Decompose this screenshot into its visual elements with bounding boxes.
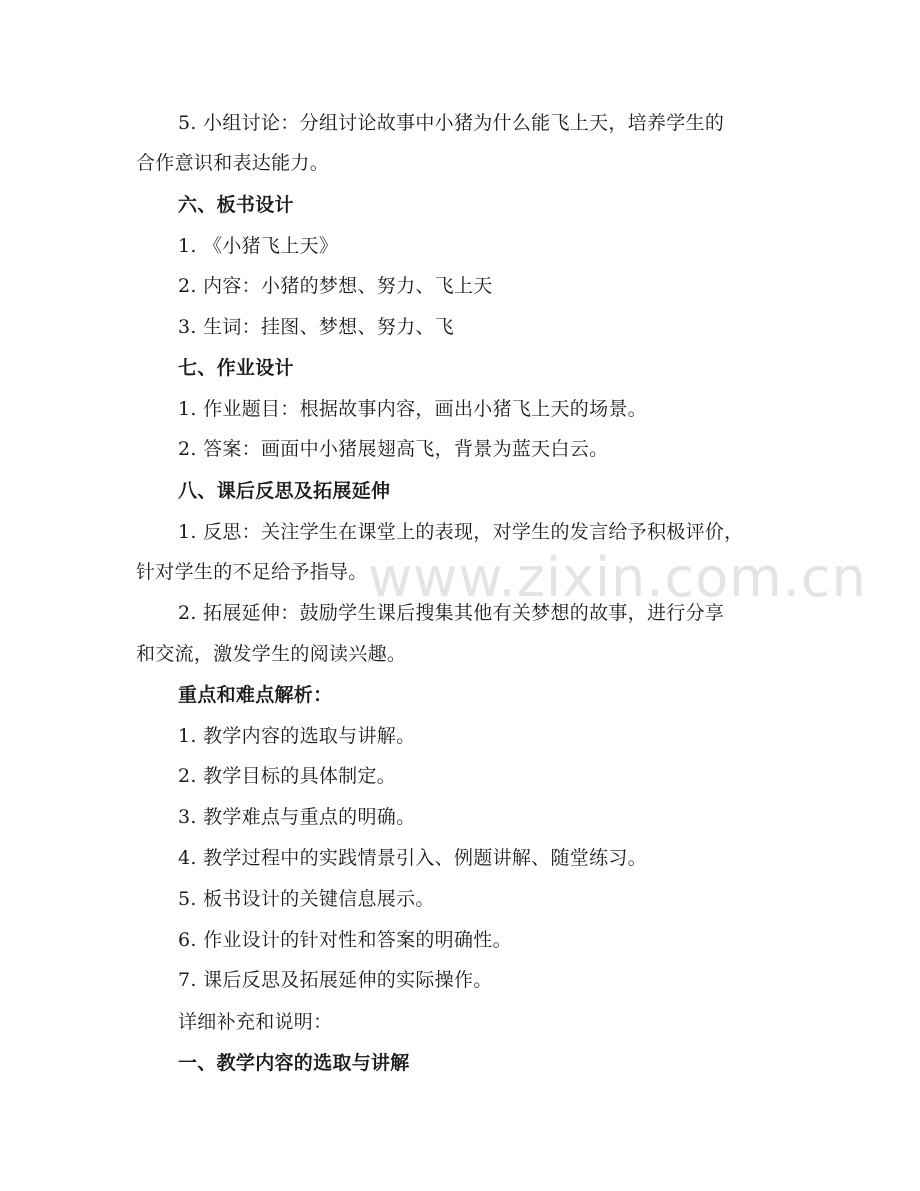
paragraph-line: 合作意识和表达能力。 [136, 152, 330, 174]
section-heading: 八、课后反思及拓展延伸 [178, 480, 391, 502]
paragraph-line: 和交流，激发学生的阅读兴趣。 [136, 643, 407, 665]
list-item: 2. 答案：画面中小猪展翅高飞，背景为蓝天白云。 [178, 438, 609, 460]
section-heading: 七、作业设计 [178, 357, 294, 379]
list-item: 1. 《小猪飞上天》 [178, 235, 339, 257]
list-item: 2. 内容：小猪的梦想、努力、飞上天 [178, 275, 493, 297]
list-item: 3. 教学难点与重点的明确。 [178, 806, 416, 828]
section-heading: 一、教学内容的选取与讲解 [178, 1052, 410, 1074]
paragraph-line: 详细补充和说明： [178, 1011, 333, 1033]
list-item: 3. 生词：挂图、梦想、努力、飞 [178, 316, 454, 338]
list-item: 1. 教学内容的选取与讲解。 [178, 725, 416, 747]
section-heading: 重点和难点解析： [178, 684, 333, 706]
list-item: 1. 反思：关注学生在课堂上的表现，对学生的发言给予积极评价， [178, 521, 744, 543]
paragraph-line: 针对学生的不足给予指导。 [136, 561, 368, 583]
list-item: 4. 教学过程中的实践情景引入、例题讲解、随堂练习。 [178, 847, 647, 869]
list-item: 7. 课后反思及拓展延伸的实际操作。 [178, 969, 493, 991]
list-item: 2. 拓展延伸：鼓励学生课后搜集其他有关梦想的故事，进行分享 [178, 602, 725, 624]
list-item: 5. 板书设计的关键信息展示。 [178, 888, 435, 910]
list-item: 1. 作业题目：根据故事内容，画出小猪飞上天的场景。 [178, 398, 647, 420]
list-item: 6. 作业设计的针对性和答案的明确性。 [178, 929, 512, 951]
list-item: 2. 教学目标的具体制定。 [178, 765, 397, 787]
paragraph-line: 5. 小组讨论：分组讨论故事中小猪为什么能飞上天，培养学生的 [178, 112, 725, 134]
section-heading: 六、板书设计 [178, 194, 294, 216]
watermark: www.zixin.com.cn [368, 546, 867, 609]
